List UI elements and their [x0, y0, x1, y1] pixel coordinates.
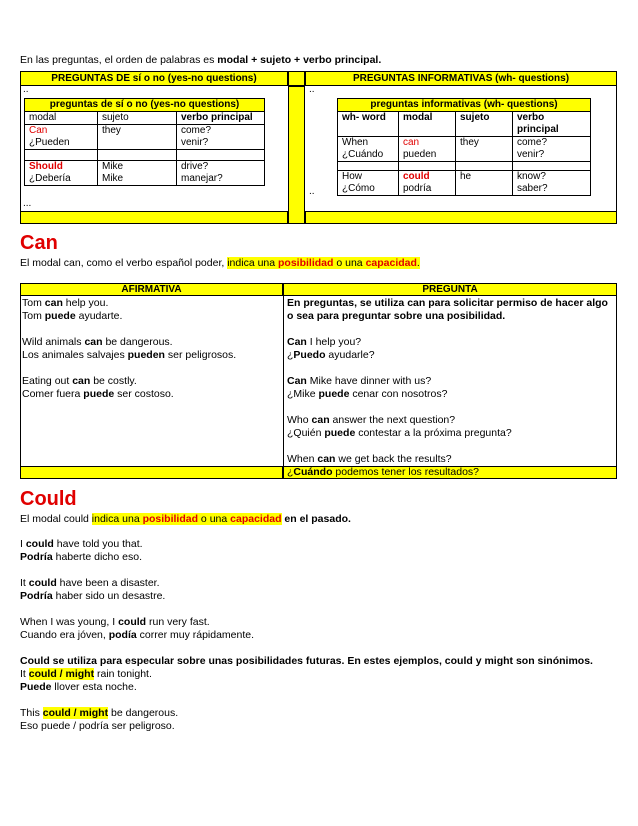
aff-line: Los animales salvajes pueden ser peligrosos.: [22, 349, 237, 361]
could-line: Puede llover esta noche.: [20, 681, 137, 693]
wh-table: [337, 98, 591, 196]
pregunta-examples: [287, 297, 613, 479]
col-wh-modal: modal: [399, 112, 456, 137]
yn-row1-verbo: come? venir?: [177, 125, 265, 150]
wh-row1-word: When ¿Cuándo: [338, 137, 399, 162]
aff-line: Wild animals can be dangerous.: [22, 336, 173, 348]
wh-row1-verbo: come? venir?: [513, 137, 591, 162]
could-line: When I was young, I could run very fast.: [20, 616, 210, 628]
intro-text: En las preguntas, el orden de palabras es: [20, 54, 218, 66]
dots-bottom-right: ..: [309, 186, 315, 197]
pregunta-intro: En preguntas, se utiliza can para solicitar permiso de hacer algo o sea para preguntar sobre una posibilidad.: [287, 297, 608, 322]
wh-row2-sujeto: he: [456, 171, 513, 196]
wh-row1-modal: can pueden: [399, 137, 456, 162]
header-spacer: [288, 71, 305, 86]
col-wh-verbo: verbo principal: [513, 112, 591, 137]
aff-line: Tom puede ayudarte.: [22, 310, 123, 322]
could-line: This could / might be dangerous.: [20, 707, 179, 719]
intro-bold: modal + sujeto + verbo principal.: [217, 54, 382, 66]
col-modal: modal: [25, 112, 98, 125]
dots-left: ..: [23, 84, 29, 95]
could-line: Podría haber sido un desastre.: [20, 590, 166, 602]
yn-row1-modal: Can ¿Pueden: [25, 125, 98, 150]
can-title: Can: [20, 232, 58, 254]
yes-no-header: PREGUNTAS DE sí o no (yes-no questions): [20, 71, 288, 86]
col-sujeto: sujeto: [98, 112, 177, 125]
wh-row2-verbo: know? saber?: [513, 171, 591, 196]
could-line: Podría haberte dicho eso.: [20, 551, 142, 563]
wh-header: PREGUNTAS INFORMATIVAS (wh- questions): [305, 71, 617, 86]
could-subtitle: El modal could indica una posibilidad o una capacidad en el pasado.: [20, 513, 351, 525]
col-wh-word: wh- word: [338, 112, 399, 137]
col-verbo: verbo principal: [177, 112, 265, 125]
aff-line: Eating out can be costly.: [22, 375, 137, 387]
can-divider: [283, 296, 284, 466]
can-bottom-left: [20, 466, 283, 479]
afirmativa-header: AFIRMATIVA: [20, 283, 283, 296]
aff-line: Tom can help you.: [22, 297, 109, 309]
dots-bottom-left: ...: [23, 198, 32, 209]
could-line: It could have been a disaster.: [20, 577, 160, 589]
yes-no-table: [24, 98, 265, 186]
could-examples: [20, 538, 620, 733]
yn-row2-verbo: drive? manejar?: [177, 161, 265, 186]
could-line: I could have told you that.: [20, 538, 143, 550]
q-line: ¿Cuándo podemos tener los resultados?: [287, 466, 480, 478]
afirmativa-examples: [22, 297, 280, 401]
could-title: Could: [20, 488, 77, 510]
aff-line: Comer fuera puede ser costoso.: [22, 388, 174, 400]
middle-spacer-column: [288, 86, 305, 224]
col-wh-sujeto: sujeto: [456, 112, 513, 137]
can-subtitle: El modal can, como el verbo español poder, indica una posibilidad o una capacidad.: [20, 257, 420, 269]
yn-gap: [25, 150, 98, 161]
could-line: Eso puede / podría ser peligroso.: [20, 720, 175, 732]
wh-row2-word: How ¿Cómo: [338, 171, 399, 196]
could-line: It could / might rain tonight.: [20, 668, 152, 680]
yes-no-table-title: preguntas de sí o no (yes-no questions): [25, 99, 265, 112]
yn-row1-sujeto: they: [98, 125, 177, 150]
yn-row2-sujeto: Mike Mike: [98, 161, 177, 186]
q-line: When can we get back the results?: [287, 453, 452, 465]
yn-row2-modal: Should ¿Debería: [25, 161, 98, 186]
q-line: Who can answer the next question?: [287, 414, 456, 426]
bottom-bar-left: [20, 211, 288, 224]
pregunta-header: PREGUNTA: [283, 283, 617, 296]
q-line: ¿Mike puede cenar con nosotros?: [287, 388, 448, 400]
q-line: Can I help you?: [287, 336, 362, 348]
wh-row1-sujeto: they: [456, 137, 513, 162]
dots-right: ..: [309, 84, 315, 95]
could-line: Cuando era jóven, podía correr muy rápidamente.: [20, 629, 255, 641]
intro-line: [20, 54, 381, 66]
could-speculation: Could se utiliza para especular sobre unas posibilidades futuras. En estes ejemplos, could y might son sinónimos.: [20, 655, 593, 667]
q-line: ¿Puedo ayudarle?: [287, 349, 375, 361]
wh-table-title: preguntas informativas (wh- questions): [338, 99, 591, 112]
q-line: Can Mike have dinner with us?: [287, 375, 432, 387]
bottom-bar-right: [305, 211, 617, 224]
q-line: ¿Quién puede contestar a la próxima pregunta?: [287, 427, 512, 439]
wh-row2-modal: could podría: [399, 171, 456, 196]
